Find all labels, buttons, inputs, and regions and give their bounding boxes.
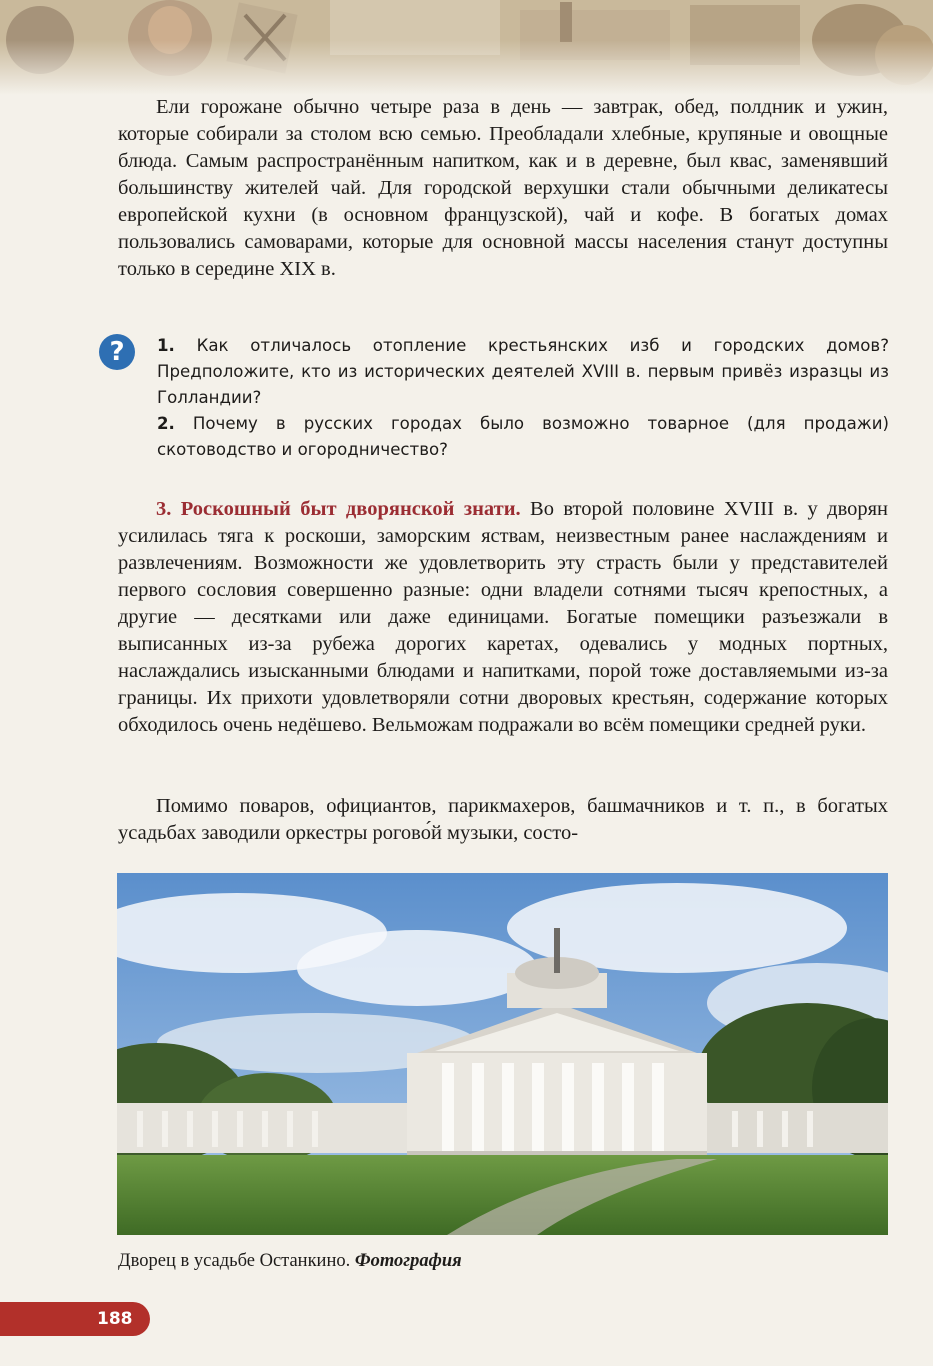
- section-paragraph-luxury: [118, 496, 888, 739]
- header-collage-art: [0, 0, 933, 95]
- question-1-text: Как отличалось отопление крестьянских изб и городских домов? Предположите, кто из исторических деятелей XVIII в. первым привёз изразцы из Голландии?: [157, 336, 890, 407]
- ostankino-palace-photo: [117, 873, 888, 1235]
- body-paragraph-food: Ели горожане обычно четыре раза в день — завтрак, обед, полдник и ужин, которые собирали за столом всю семью. Преобладали хлебные, крупяные и овощные блюда. Самым распространённым напитком, как и в деревне, был квас, заменявший большинству жителей чай. Для городской верхушки стали обычными деликатесы европейской кухни (в основном французской), чай и кофе. В богатых домах пользовались самоварами, которые для основной массы населения станут доступны только в середине XIX в.: [118, 96, 888, 280]
- question-1: [157, 333, 889, 411]
- review-questions: [157, 333, 889, 463]
- body-paragraph-servants: Помимо поваров, официантов, парикмахеров, башмачников и т. п., в богатых усадьбах заводили оркестры рогово́й музыки, состо-: [118, 795, 888, 844]
- caption-text: Дворец в усадьбе Останкино.: [118, 1251, 351, 1271]
- caption-type: Фотография: [354, 1251, 462, 1271]
- page-number: 188: [97, 1309, 133, 1329]
- decorative-header-collage: [0, 0, 933, 95]
- question-2: [157, 411, 889, 463]
- question-icon: [99, 334, 135, 370]
- question-icon-glyph: ?: [109, 337, 125, 367]
- section-title: 3. Роскошный быт дворянской знати.: [156, 498, 521, 520]
- question-2-number: 2.: [157, 414, 175, 433]
- question-1-number: 1.: [157, 336, 175, 355]
- question-2-text: Почему в русских городах было возможно товарное (для продажи) скотоводство и огородничество?: [157, 414, 889, 459]
- section-paragraph-text: Во второй половине XVIII в. у дворян усилилась тяга к роскоши, заморским яствам, неизвестным ранее наслаждениям и развлечениям. Возможности же удовлетворить эту страсть были у представителей первого сословия совершенно разные: одни владели сотнями тысяч крепостных, а другие — десятками или даже единицами. Богатые помещики разъезжали в выписанных из-за рубежа дорогих каретах, одевались у модных портных, наслаждались изысканными блюдами и напитками, порой тоже доставляемыми из-за границы. Их прихоти удовлетворяли сотни дворовых крестьян, содержание которых обходилось очень недёшево. Вельможам подражали во всём помещики средней руки.: [118, 498, 889, 736]
- palace-illustration: [117, 873, 888, 1235]
- photo-caption: [118, 1249, 462, 1273]
